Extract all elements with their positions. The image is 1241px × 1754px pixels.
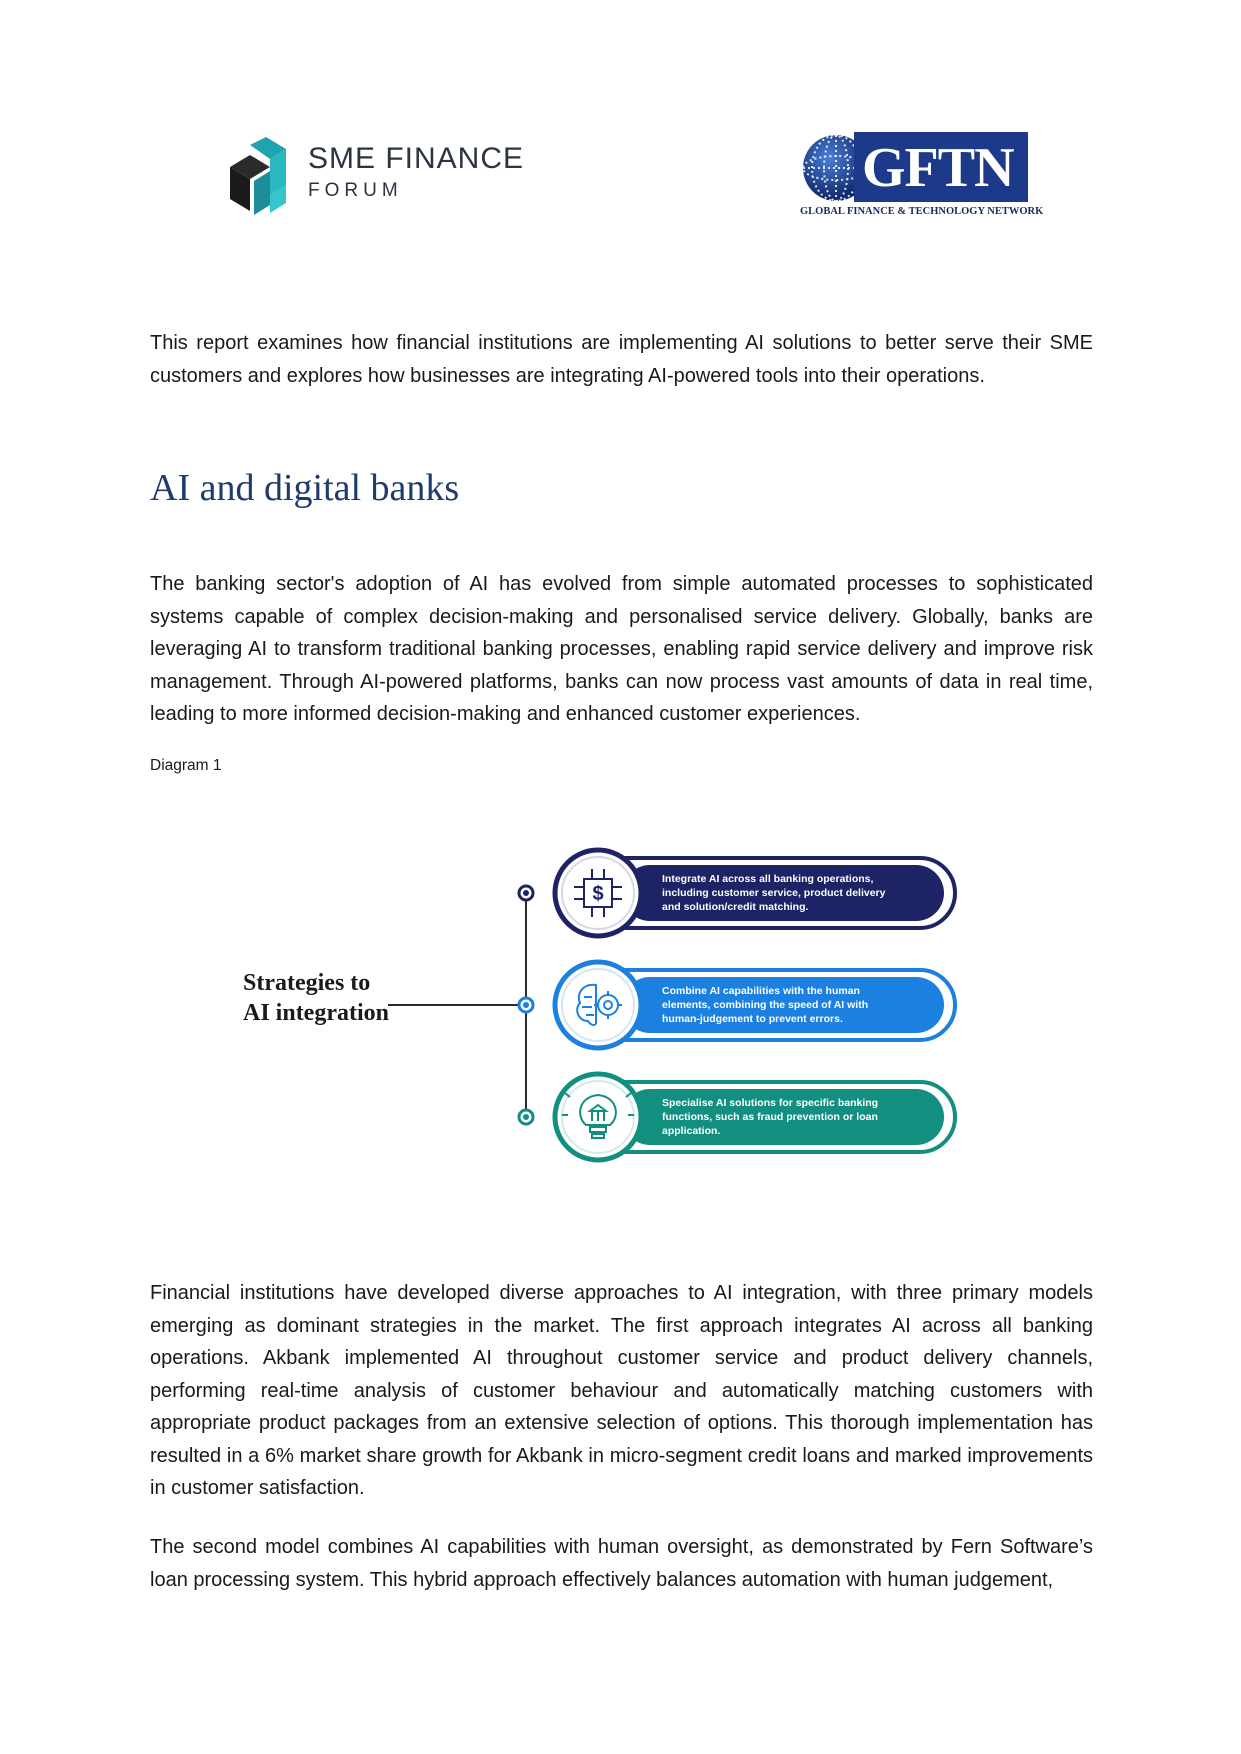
strategy-2-line-2: elements, combining the speed of AI with [662, 999, 869, 1011]
body-paragraph: Financial institutions have developed diverse approaches to AI integration, with three primary models emerging as dominant strategies in the market. The first approach integrates AI across all banking operations. Akbank implemented AI throughout customer service and product delivery channels, performing real-time analysis of customer behaviour and automatically matching customers with appropriate product packages from an extensive selection of options. This thorough implementation has resulted in a 6% market share growth for Akbank in micro-segment credit loans and marked improvements in customer satisfaction. [150, 1282, 1093, 1499]
diagram-title-line-2: AI integration [243, 1000, 389, 1026]
body-paragraph: The second model combines AI capabilities with human oversight, as demonstrated by Fern Software’s loan processing system. This hybrid approach effectively balances automation with human judgement, [150, 1536, 1093, 1591]
sme-finance-forum-logo [210, 132, 540, 222]
gftn-caption: GLOBAL FINANCE & TECHNOLOGY NETWORK [800, 206, 1044, 217]
diagram-title-line-1: Strategies to [243, 970, 371, 996]
section-heading: AI and digital banks [150, 467, 460, 509]
strategy-1-line-1: Integrate AI across all banking operations, [662, 873, 874, 885]
diagram-title [243, 968, 463, 1028]
strategy-2-text [662, 984, 912, 1026]
svg-text:$: $ [592, 883, 604, 905]
strategy-2-line-1: Combine AI capabilities with the human [662, 985, 860, 997]
strategy-1-line-3: and solution/credit matching. [662, 901, 809, 913]
strategy-2-line-3: human-judgement to prevent errors. [662, 1013, 843, 1025]
strategy-1-text [662, 872, 912, 914]
sme-logo-title: SME FINANCE [308, 142, 525, 175]
strategy-3-line-1: Specialise AI solutions for specific banking [662, 1097, 879, 1109]
body-paragraph: The banking sector's adoption of AI has evolved from simple automated processes to sophisticated systems capable of complex decision-making and personalised service delivery. Globally, banks are leveraging AI to transform traditional banking processes, enabling rapid service delivery and improve risk management. Through AI-powered platforms, banks can now process vast amounts of data in real time, leading to more informed decision-making and enhanced customer experiences. [150, 573, 1093, 725]
strategy-3-text [662, 1096, 912, 1138]
diagram-label: Diagram 1 [150, 757, 222, 774]
gftn-acronym: GFTN [862, 137, 1014, 199]
intro-paragraph: This report examines how financial institutions are implementing AI solutions to better serve their SME customers and explores how businesses are integrating AI-powered tools into their operations. [150, 332, 1093, 387]
strategies-diagram [230, 835, 960, 1165]
strategy-3-line-2: functions, such as fraud prevention or loan [662, 1111, 878, 1123]
strategy-1-line-2: including customer service, product delivery [662, 887, 886, 899]
strategy-3-line-3: application. [662, 1125, 721, 1137]
gftn-logo [800, 132, 1044, 222]
sme-logo-mark-icon [210, 137, 300, 217]
sme-logo-subtitle: FORUM [308, 180, 403, 201]
